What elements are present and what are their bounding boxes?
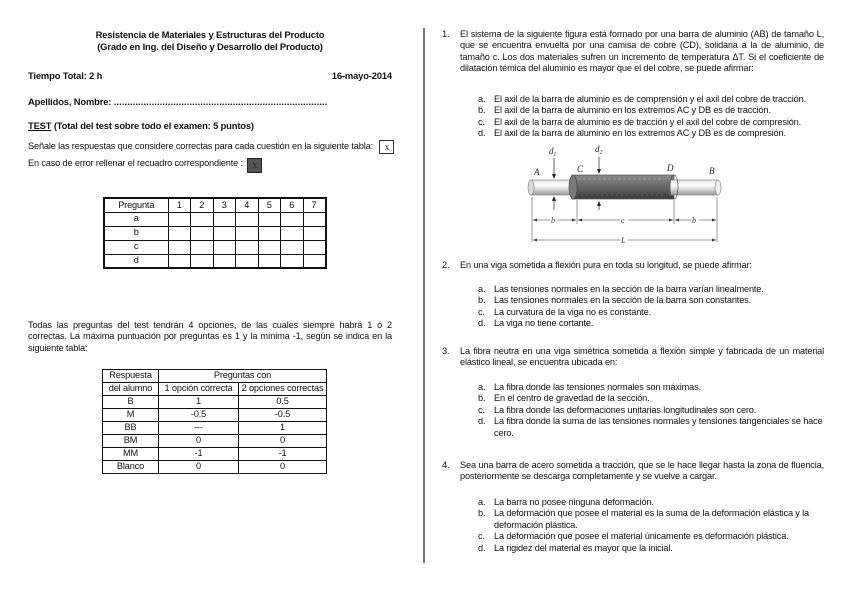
answer-row-label: d [104, 254, 168, 268]
answer-col-5: 5 [258, 198, 281, 212]
option-text: La fibra donde las tensiones normales son máximas. [494, 382, 701, 392]
course-title: Resistencia de Materiales y Estructuras del Producto [95, 29, 325, 40]
option-text: Las tensiones normales en la sección de la barra son constantes. [494, 295, 751, 306]
option-text: Las tensiones normales en la sección de la barra varían linealmente. [494, 284, 764, 294]
instruction-mark [28, 140, 394, 154]
answer-cell[interactable] [168, 212, 191, 226]
dim-L: L [621, 236, 626, 245]
option-letter: c. [478, 404, 485, 415]
answer-row-a [104, 212, 326, 226]
name-field [28, 96, 327, 107]
mark-example-box: x [379, 140, 394, 154]
question-3-options [478, 382, 824, 439]
answer-cell[interactable] [236, 226, 259, 240]
answer-cell[interactable] [258, 254, 281, 268]
instruction-error-text: En caso de error rellenar el recuadro correspondiente : [28, 158, 243, 168]
test-heading-underlined: TEST [28, 120, 52, 131]
scoring-one: -1 [159, 448, 239, 461]
option-a [478, 382, 824, 393]
option-letter: d. [478, 318, 486, 329]
option-a [478, 284, 824, 295]
option-c [478, 307, 824, 318]
question-4-text: Sea una barra de acero sometida a tracción, que se le hace llegar hasta la zona de fluencia, posteriormente se descarga completamente y se vuelve a cargar. [460, 460, 824, 482]
scoring-one: --- [159, 422, 239, 435]
option-d [478, 416, 824, 439]
option-d [478, 318, 824, 329]
answer-cell[interactable] [281, 212, 304, 226]
answer-col-2: 2 [191, 198, 214, 212]
scoring-row [103, 448, 327, 461]
scoring-header-row-2 [103, 383, 327, 396]
question-3-text: La fibra neutra en una viga simétrica sometida a flexión simple y fabricada de un material elástico lineal, se encuentra ubicada en: [460, 346, 824, 368]
answer-cell[interactable] [213, 254, 236, 268]
scoring-col2-header: 2 opciones correctas [239, 383, 327, 396]
option-d [478, 128, 824, 139]
option-letter: b. [478, 393, 486, 404]
answer-cell[interactable] [281, 254, 304, 268]
option-b [478, 508, 824, 531]
scoring-col0-line1: Respuesta [103, 370, 159, 383]
scoring-resp: BM [103, 435, 159, 448]
answer-cell[interactable] [168, 226, 191, 240]
scoring-resp: BB [103, 422, 159, 435]
option-letter: c. [478, 116, 485, 127]
scoring-one: -0.5 [159, 409, 239, 422]
column-divider [423, 28, 425, 563]
scoring-header-row-1 [103, 370, 327, 383]
scoring-table [102, 369, 327, 474]
option-letter: b. [478, 105, 486, 116]
option-letter: d. [478, 416, 486, 427]
question-2-options [478, 284, 824, 330]
option-letter: c. [478, 306, 485, 317]
answer-col-7: 7 [303, 198, 326, 212]
answer-row-c [104, 240, 326, 254]
answer-col-3: 3 [213, 198, 236, 212]
answer-cell[interactable] [236, 254, 259, 268]
answer-col-1: 1 [168, 198, 191, 212]
option-text: La fibra donde las deformaciones unitarias longitudinales son cero. [494, 404, 757, 415]
scoring-col0-line2: del alumno [103, 383, 159, 396]
exam-date: 16-mayo-2014 [331, 70, 392, 81]
scoring-row [103, 409, 327, 422]
answer-row-label: b [104, 226, 168, 240]
option-b [478, 105, 824, 116]
question-2-number: 2. [442, 260, 450, 270]
meta-row [28, 70, 392, 81]
answer-cell[interactable] [191, 212, 214, 226]
name-blank-line: ............................................................................... [113, 96, 328, 107]
question-1-text: El sistema de la siguiente figura está formado por una barra de aluminio (AB) de tamaño L, que se encuentra envuelta por una camisa de cobre (CD), solidaria a la de aluminio, de tamaño c. Los dos materiales sufren un incremento de temperatura ΔT. Si el coeficiente de dilatación témica del aluminio es mayor que el del cobre, se puede afirmar: [460, 29, 824, 74]
test-heading [28, 120, 254, 131]
answer-grid-header [104, 198, 326, 212]
answer-cell[interactable] [281, 226, 304, 240]
answer-cell[interactable] [303, 212, 326, 226]
test-heading-rest: (Total del test sobre todo el examen: 5 puntos) [51, 120, 254, 131]
scoring-one: 1 [159, 396, 239, 409]
question-4-number: 4. [442, 460, 450, 470]
option-b [478, 295, 824, 306]
scoring-two: -1 [239, 448, 327, 461]
option-text: La deformación que posee el material es la suma de la deformación elástica y la deformación plástica. [494, 508, 809, 530]
option-letter: d. [478, 128, 486, 139]
scoring-two: -0.5 [239, 409, 327, 422]
answer-cell[interactable] [191, 240, 214, 254]
scoring-group-header: Preguntas con [159, 370, 327, 383]
option-text: La barra no posee ninguna deformación. [494, 497, 654, 507]
instruction-mark-text: Señale las respuestas que considere correctas para cada cuestión en la siguiente tabla: [28, 141, 373, 151]
scoring-resp: Blanco [103, 461, 159, 474]
option-d [478, 543, 824, 554]
total-time: Tiempo Total: 2 h [28, 70, 103, 81]
option-a [478, 94, 824, 105]
option-a [478, 497, 824, 508]
answer-cell[interactable] [213, 240, 236, 254]
degree-subtitle: (Grado en Ing. del Diseño y Desarrollo del Producto) [97, 41, 323, 52]
scoring-two: 1 [239, 422, 327, 435]
answer-cell[interactable] [281, 240, 304, 254]
label-d2: $d_2$ [595, 144, 603, 156]
scoring-two: 0.5 [239, 396, 327, 409]
scoring-row [103, 422, 327, 435]
answer-row-label: c [104, 240, 168, 254]
scoring-one: 0 [159, 435, 239, 448]
option-letter: a. [478, 94, 486, 104]
dim-b-left: b [551, 216, 555, 225]
question-2-text: En una viga sometida a flexión pura en toda su longitud, se puede afirmar: [460, 260, 752, 270]
option-text: El axil de la barra de aluminio es de tracción y el axil del cobre de compresión. [494, 116, 802, 127]
option-letter: a. [478, 284, 486, 294]
answer-cell[interactable] [258, 212, 281, 226]
answer-grid-header-label: Pregunta [104, 198, 168, 212]
option-c [478, 405, 824, 416]
option-letter: b. [478, 508, 486, 519]
scoring-row [103, 461, 327, 474]
answer-cell[interactable] [236, 240, 259, 254]
option-text: La deformación que posee el material únicamente es deformación plástica. [494, 531, 789, 542]
option-text: El axil de la barra de aluminio en los extremos AC y DB es de tracción. [494, 105, 771, 116]
left-column [0, 0, 420, 599]
scoring-resp: B [103, 396, 159, 409]
dim-b-right: b [692, 216, 696, 225]
option-c [478, 117, 824, 128]
dim-c: c [621, 216, 625, 225]
option-letter: d. [478, 542, 486, 553]
question-4-options [478, 497, 824, 554]
label-A: A [534, 167, 540, 177]
name-label: Apellidos, Nombre: [28, 96, 112, 107]
answer-grid [103, 197, 327, 269]
question-3-number: 3. [442, 346, 450, 356]
scoring-row [103, 435, 327, 448]
option-letter: b. [478, 295, 486, 306]
answer-cell[interactable] [258, 240, 281, 254]
option-text: El axil de la barra de aluminio en los extremos AC y DB es de compresión. [494, 128, 786, 139]
option-letter: a. [478, 382, 486, 392]
scoring-resp: M [103, 409, 159, 422]
label-B: B [709, 166, 715, 176]
answer-cell[interactable] [191, 226, 214, 240]
answer-row-label: a [104, 212, 168, 226]
option-text: La viga no tiene cortante. [494, 318, 594, 329]
answer-col-6: 6 [281, 198, 304, 212]
scoring-row [103, 396, 327, 409]
answer-row-d [104, 254, 326, 268]
option-text: La curvatura de la viga no es constante. [494, 306, 651, 317]
answer-cell[interactable] [168, 240, 191, 254]
question-1-options [478, 94, 824, 140]
error-example-box: x [247, 158, 262, 173]
bar-diagram-image [520, 142, 730, 252]
scoring-two: 0 [239, 435, 327, 448]
answer-col-4: 4 [236, 198, 259, 212]
answer-cell[interactable] [303, 254, 326, 268]
scoring-col1-header: 1 opción correcta [159, 383, 239, 396]
answer-cell[interactable] [236, 212, 259, 226]
scoring-one: 0 [159, 461, 239, 474]
answer-cell[interactable] [258, 226, 281, 240]
rules-paragraph: Todas las preguntas del test tendrán 4 opciones, de las cuales siempre habrá 1 ó 2 correctas. La máxima puntuación por preguntas es 1 y la mínima -1, según se indica en la siguiente tabla: [28, 320, 392, 353]
option-text: La rigidez del material es mayor que la inicial. [494, 542, 673, 553]
label-C: C [577, 164, 583, 174]
option-letter: a. [478, 497, 486, 507]
label-D: D [667, 163, 674, 173]
right-column [430, 0, 848, 599]
answer-row-b [104, 226, 326, 240]
bar-sleeve-figure [520, 142, 730, 252]
option-text: En el centro de gravedad de la sección. [494, 393, 650, 404]
question-1-number: 1. [442, 29, 450, 39]
option-c [478, 531, 824, 542]
option-b [478, 393, 824, 404]
option-text: La fibra donde la suma de las tensiones normales y tensiones tangenciales se hace cero. [494, 416, 823, 438]
answer-cell[interactable] [303, 240, 326, 254]
answer-cell[interactable] [213, 212, 236, 226]
answer-cell[interactable] [213, 226, 236, 240]
scoring-resp: MM [103, 448, 159, 461]
answer-cell[interactable] [191, 254, 214, 268]
option-letter: c. [478, 531, 485, 542]
scoring-two: 0 [239, 461, 327, 474]
instruction-error [28, 158, 262, 173]
answer-cell[interactable] [303, 226, 326, 240]
option-text: El axil de la barra de aluminio es de comprensión y el axil del cobre de tracción. [494, 94, 806, 104]
answer-cell[interactable] [168, 254, 191, 268]
label-d1: $d_1$ [549, 146, 557, 158]
